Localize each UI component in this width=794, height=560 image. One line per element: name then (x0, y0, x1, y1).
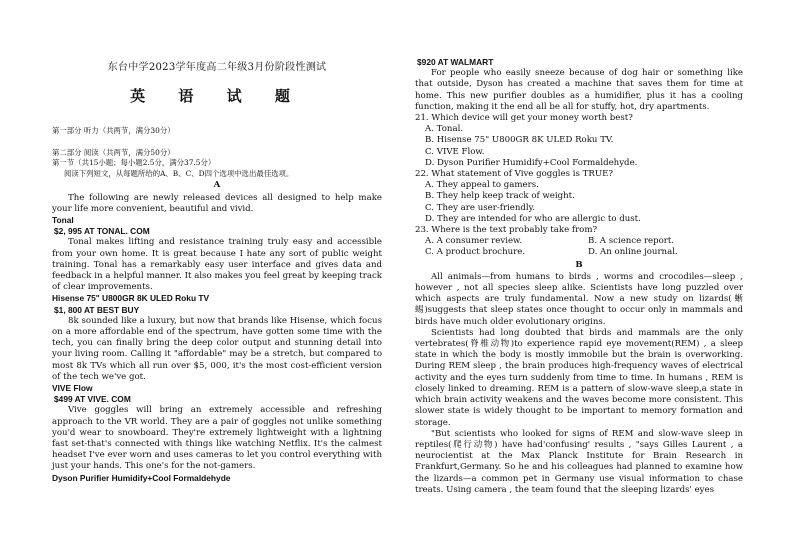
left-column (52, 0, 382, 484)
dyson-price: $920 AT WALMART (417, 57, 494, 67)
option-d: D. An online journal. (588, 247, 678, 258)
passage-b-paragraph-1: All animals—from humans to birds , worms and crocodiles—sleep , however , not all species sleep alike. Scientists have long puzzled over which aspects are truly fundamental. Now a new study on lizards(蜥蜴)suggests that sleep states once thought to occur only in mammals and birds have much older evolutionary origins. (415, 271, 743, 327)
question-21 (415, 113, 743, 169)
option-c: C. They are user-friendly. (425, 202, 536, 213)
passage-a-intro: The following are newly released devices all designed to help make your life more convenient, beautiful and vivid. (52, 192, 382, 214)
dyson-heading: Dyson Purifier Humidify+Cool Formaldehyde (52, 472, 231, 483)
vive-heading: VIVE Flow (52, 383, 93, 394)
hisense-paragraph: 8k sounded like a luxury, but now that brands like Hisense, which focus on a more affordable end of the spectrum, have gotten some time with the tech, you can finally bring the deep color output and stunning detail into your living room. Calling it "affordable" may be a stretch, but compared to most 8k TVs which all run over $5, 000, it's the most cost-efficient version of the tech we've got. (52, 315, 382, 382)
dyson-paragraph: For people who easily sneeze because of dog hair or something like that outside, Dyson has created a machine that saves them for time at home. This new purifier doubles as a humidifier, plus it has a cooling function, making it the end all be all for stuffy, hot, dry apartments. (415, 68, 743, 112)
option-b: B. Hisense 75" U800GR 8K ULED Roku TV. (425, 135, 614, 146)
section-one: 第一节（共15小题；每小题2.5分，满分37.5分） (52, 158, 216, 168)
option-d: D. They are intended for who are allergic to dust. (425, 213, 641, 224)
passage-a-letter: A (213, 180, 221, 191)
question-stem: 23. Where is the text probably take from? (415, 225, 598, 236)
option-a: A. They appeal to gamers. (425, 180, 539, 191)
passage-b-paragraph-3: "But scientists who looked for signs of REM and slow-wave sleep in reptiles(爬行动物) have had'confusing' results , "says Gilles Laurent , a neurocientist at the Max Planck Institute for Brain Research in Frankfurt,Germany. So he and his colleagues had planned to examine how the lizards—a common pet in Germany use visual information to chase treats. Using camera , the team found that the sleeping lizards' eyes (415, 428, 743, 495)
exam-title: 东台中学2023学年度高二年级3月份阶段性测试 (107, 62, 327, 73)
option-c: C. VIVE Flow. (425, 146, 485, 157)
option-c: C. A product brochure. (425, 247, 526, 258)
right-column (415, 57, 743, 496)
tonal-price: $2, 995 AT TONAL. COM (54, 226, 150, 237)
tonal-paragraph: Tonal makes lifting and resistance training truly easy and accessible from your own home. It is great because I hate any sort of public weight training. Tonal has a remarkably easy user interface and gives data and feedback in a helpful manner. It also makes you feel great by keeping track of clear improvements. (52, 237, 382, 293)
vive-price: $499 AT VIVE. COM (54, 394, 131, 405)
options-grid (415, 236, 743, 258)
vive-paragraph: Vive goggles will bring an extremely accessible and refreshing approach to the VR world. They are a pair of goggles not unlike something you'd wear to snowboard. They're extremely lightweight with a lightning fast set-that's connected with things like watching Netflix. It's the calmest headset I've ever worn and uses cameras to let you control everything with just your hands. This one's for the not-gamers. (52, 405, 382, 472)
hisense-price: $1, 800 AT BEST BUY (54, 304, 140, 315)
question-23 (415, 225, 743, 259)
passage-b-paragraph-2: Scientists had long doubted that birds and mammals are the only vertebrates(脊椎动物)to experience rapid eye movement(REM) , a sleep state in which the body is mostly immobile but the brain is overworking. During REM sleep , the brain produces high-frequency waves of electrical activity and the eyes turn suddenly from time to time. In humans , REM is closely linked to dreaming. REM is a pattern of slow-wave sleep,a state in which brain activity weakens and the waves become more consistent. This slower state is widely thought to be important to memory formation and storage. (415, 327, 743, 428)
part-reading: 第二部分 阅读（共两节，满分50分） (52, 147, 175, 157)
tonal-heading: Tonal (52, 215, 74, 226)
hisense-heading: Hisense 75" U800GR 8K ULED Roku TV (52, 293, 210, 304)
subject-title: 英 语 试 题 (130, 87, 304, 106)
part-listening: 第一部分 听力（共两节，满分30分） (52, 126, 175, 136)
option-d: D. Dyson Purifier Humidify+Cool Formaldehyde. (425, 157, 638, 168)
option-b: B. They help keep track of weight. (425, 191, 575, 202)
option-b: B. A science report. (588, 236, 675, 247)
question-stem: 22. What statement of Vive goggles is TRUE? (415, 169, 613, 180)
question-22 (415, 169, 743, 225)
instruction-text: 阅读下列短文，从每题所给的A、B、C、D四个选项中选出最佳选项。 (64, 168, 294, 178)
option-a: A. Tonal. (425, 124, 464, 135)
option-a: A. A consumer review. (425, 236, 523, 247)
passage-b-letter: B (575, 259, 583, 270)
question-stem: 21. Which device will get your money worth best? (415, 113, 633, 124)
